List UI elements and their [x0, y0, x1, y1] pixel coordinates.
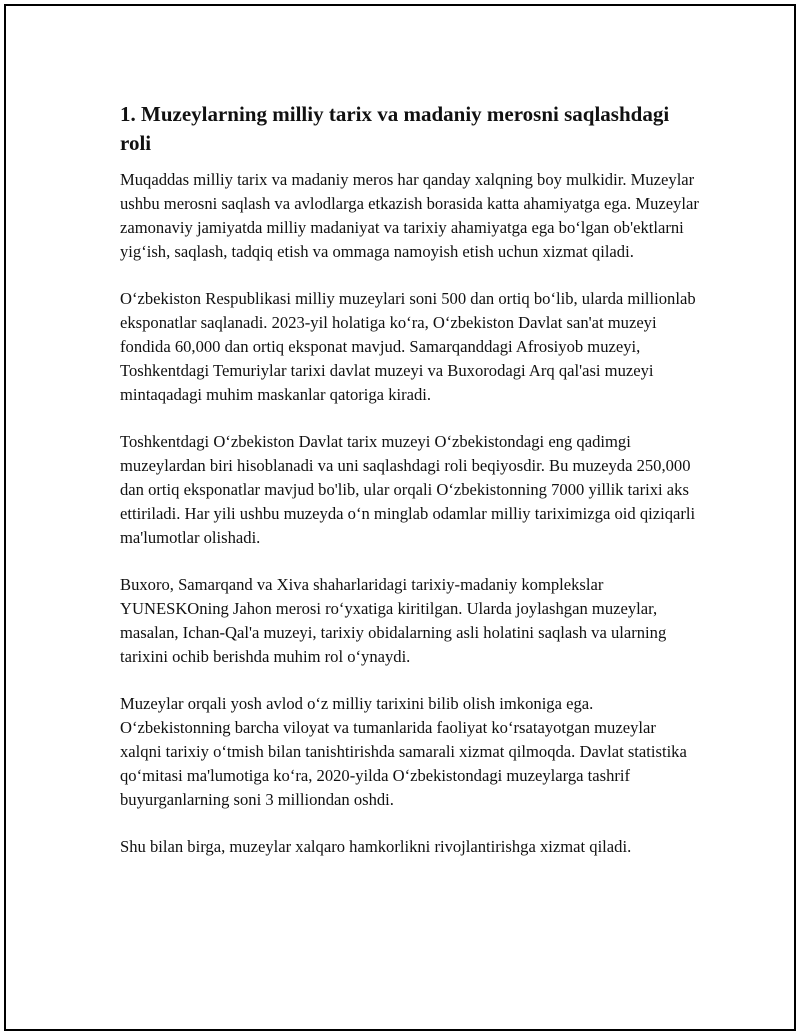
- paragraph-unesco-heritage: Buxoro, Samarqand va Xiva shaharlaridagi tarixiy-madaniy komplekslar YUNESKOning Jahon merosi ro‘yxatiga kiritilgan. Ularda joylashgan muzeylar, masalan, Ichan-Qal'a muzeyi, tarixiy obidalarning asli holatini saqlash va ularning tarixini ochib berishda muhim rol o‘ynaydi.: [120, 575, 667, 666]
- page-frame: [4, 4, 796, 1031]
- paragraph-state-history-museum: Toshkentdagi O‘zbekiston Davlat tarix muzeyi O‘zbekistondagi eng qadimgi muzeylardan biri hisoblanadi va uni saqlashdagi roli beqiyosdir. Bu muzeyda 250,000 dan ortiq eksponatlar mavjud bo'lib, ular orqali O‘zbekistonning 7000 yillik tarixi aks ettiriladi. Har yili ushbu muzeyda o‘n minglab odamlar milliy tariximizga oid qiziqarli ma'lumotlar olishadi.: [120, 432, 696, 547]
- paragraph-youth-education: Muzeylar orqali yosh avlod o‘z milliy tarixini bilib olish imkoniga ega. O‘zbekistonning barcha viloyat va tumanlarida faoliyat ko‘rsatayotgan muzeylar xalqni tarixiy o‘tmish bilan tanishtirishda samarali xizmat qilmoqda. Davlat statistika qo‘mitasi ma'lumotiga ko‘ra, 2020-yilda O‘zbekistondagi muzeylarga tashrif buyurganlarning soni 3 milliondan oshdi.: [120, 694, 687, 809]
- paragraph-national-museums: O‘zbekiston Respublikasi milliy muzeylari soni 500 dan ortiq bo‘lib, ularda millionlab eksponatlar saqlanadi. 2023-yil holatiga ko‘ra, O‘zbekiston Davlat san'at muzeyi fondida 60,000 dan ortiq eksponat mavjud. Samarqanddagi Afrosiyob muzeyi, Toshkentdagi Temuriylar tarixi davlat muzeyi va Buxorodagi Arq qal'asi muzeyi mintaqadagi muhim maskanlar qatoriga kiradi.: [120, 289, 696, 404]
- document-body: [120, 100, 700, 882]
- paragraph-international-cooperation: Shu bilan birga, muzeylar xalqaro hamkorlikni rivojlantirishga xizmat qiladi.: [120, 837, 632, 856]
- paragraph-intro: Muqaddas milliy tarix va madaniy meros har qanday xalqning boy mulkidir. Muzeylar ushbu merosni saqlash va avlodlarga etkazish borasida katta ahamiyatga ega. Muzeylar zamonaviy jamiyatda milliy madaniyat va tarixiy ahamiyatga ega bo‘lgan ob'ektlarni yig‘ish, saqlash, tadqiq etish va ommaga namoyish etish uchun xizmat qiladi.: [120, 170, 699, 261]
- section-heading: 1. Muzeylarning milliy tarix va madaniy merosni saqlashdagi roli: [120, 102, 670, 155]
